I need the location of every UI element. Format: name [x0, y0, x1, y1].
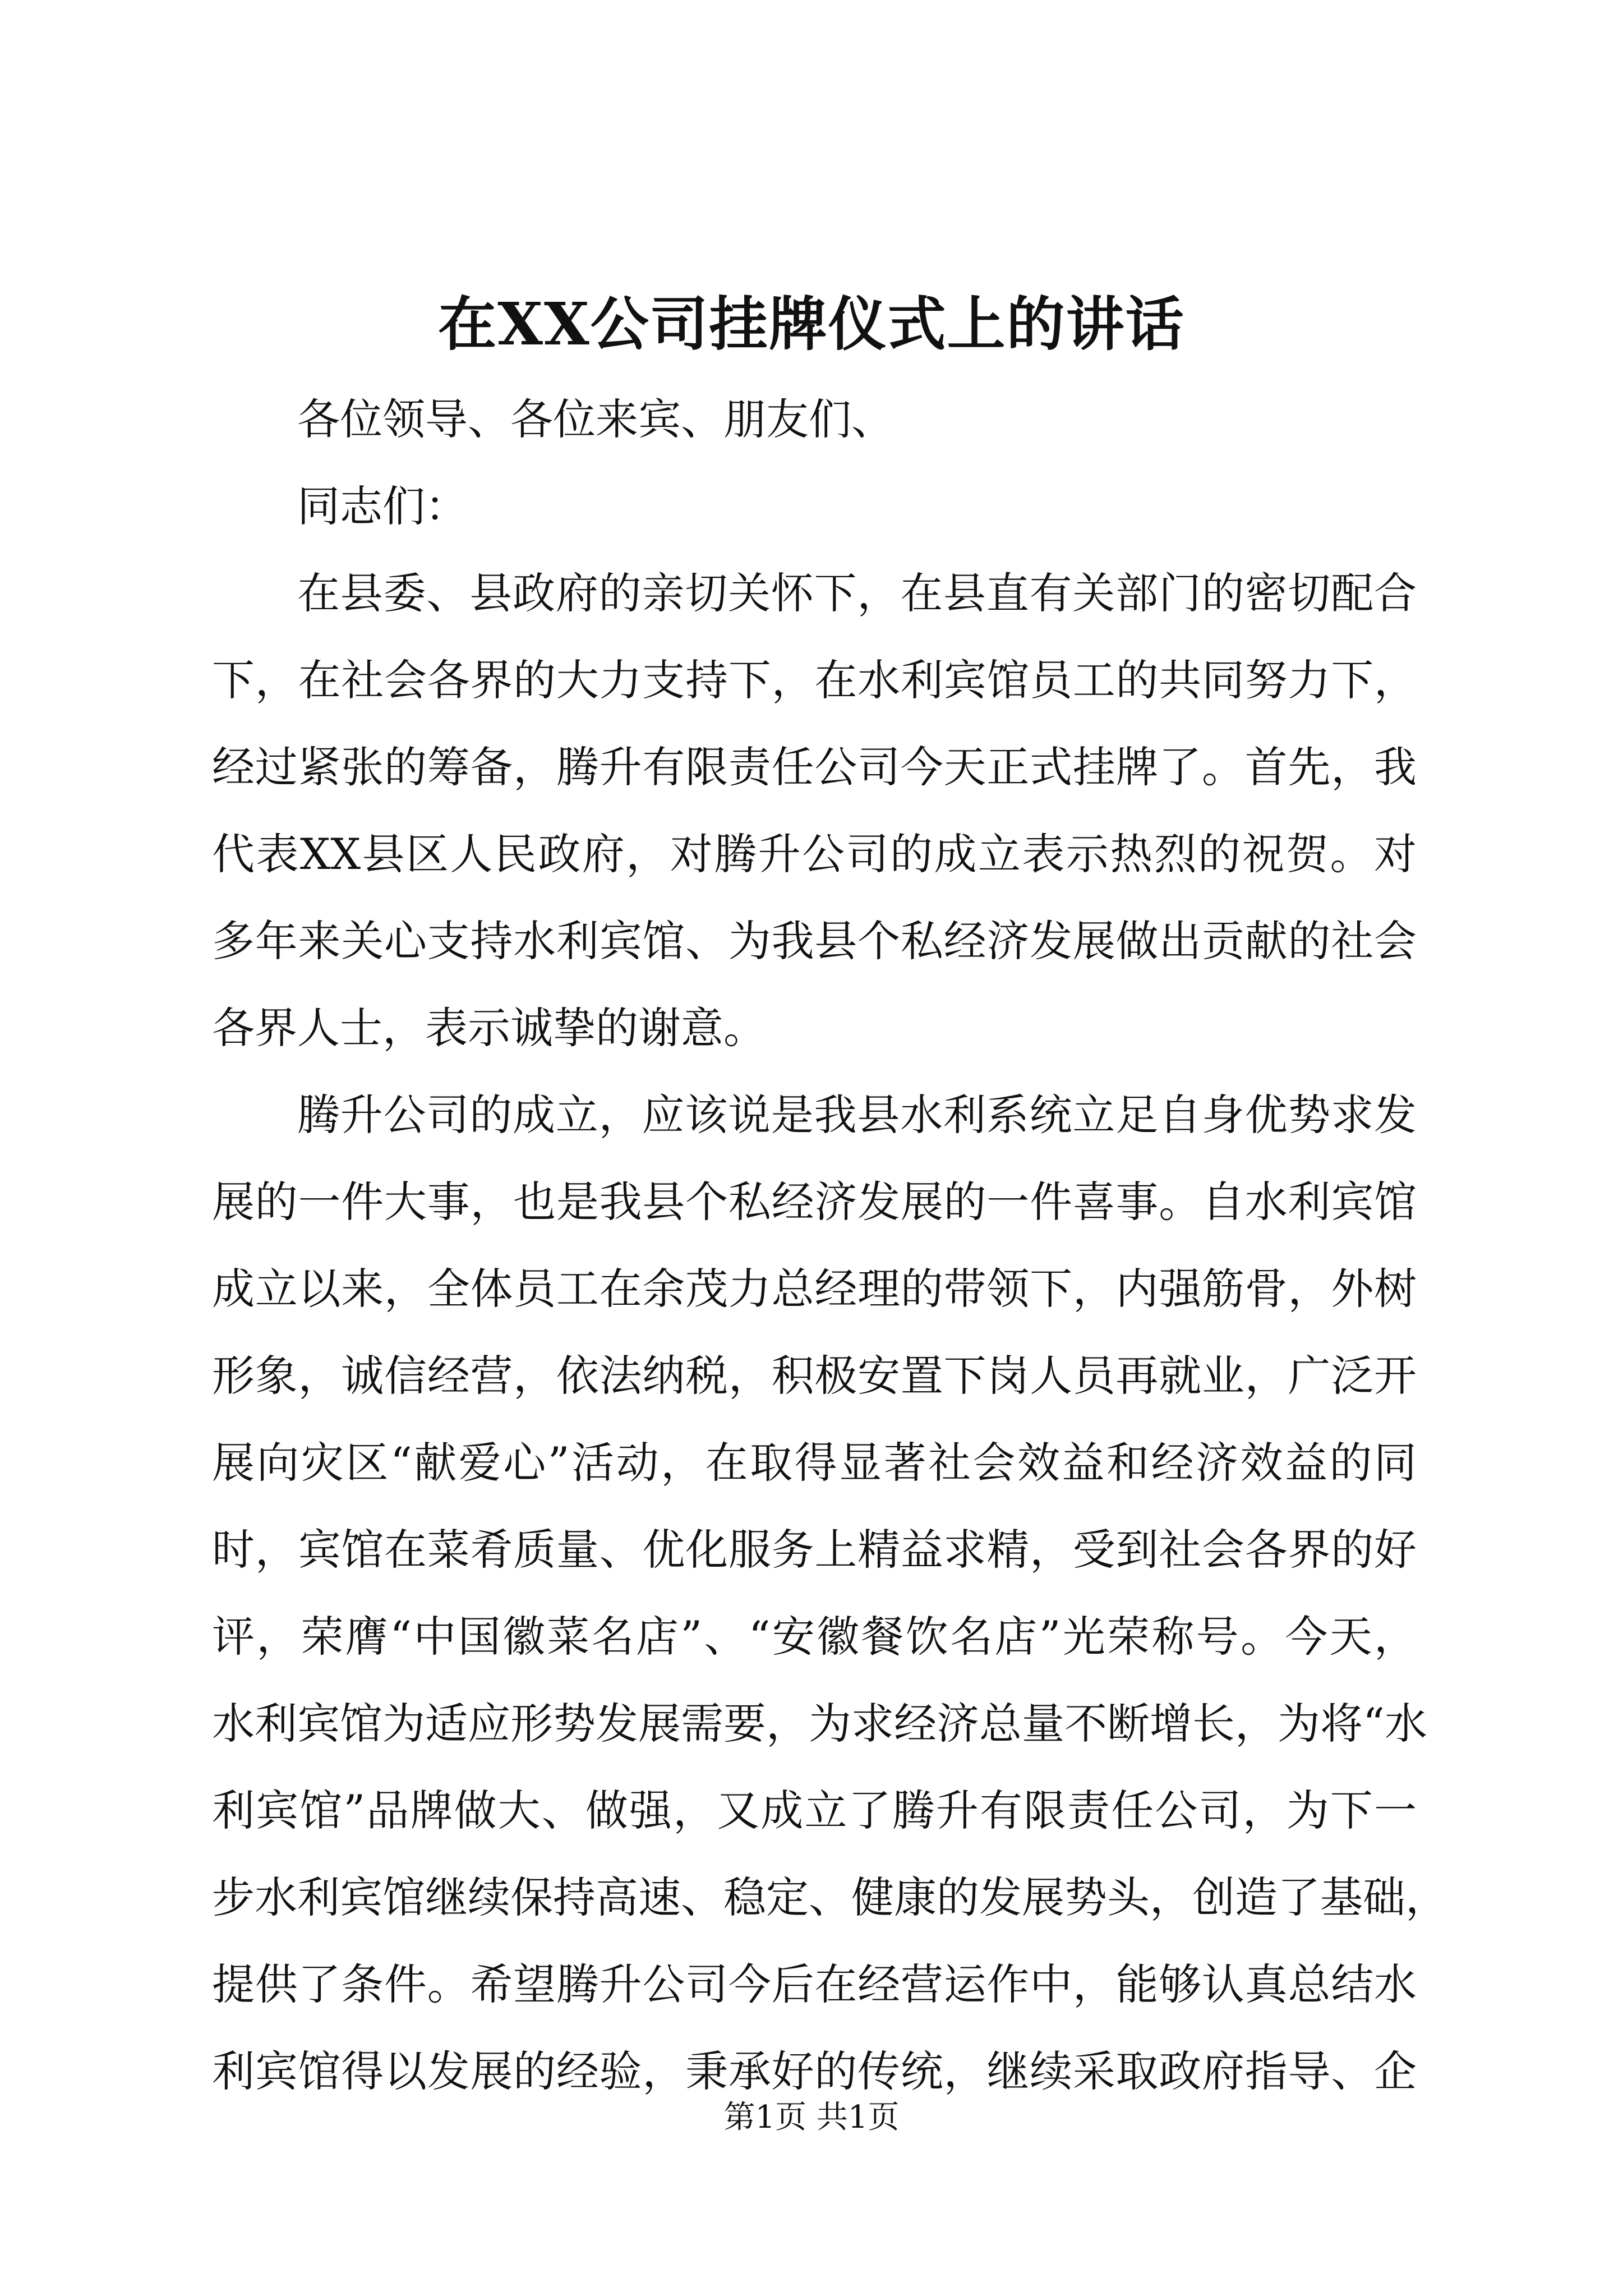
paragraph-line: 在县委、县政府的亲切关怀下，在县直有关部门的密切配合	[297, 568, 1417, 618]
paragraph-line: 时，宾馆在菜肴质量、优化服务上精益求精，受到社会各界的好	[212, 1525, 1417, 1575]
paragraph-line: 利宾馆得以发展的经验，秉承好的传统，继续采取政府指导、企	[212, 2046, 1417, 2096]
salutation-line: 各位领导、各位来宾、朋友们、	[297, 394, 894, 444]
paragraph-line: 经过紧张的筹备，腾升有限责任公司今天正式挂牌了。首先，我	[212, 742, 1417, 792]
paragraph-line: 步水利宾馆继续保持高速、稳定、健康的发展势头，创造了基础，	[212, 1872, 1448, 1922]
paragraph-line: 展的一件大事，也是我县个私经济发展的一件喜事。自水利宾馆	[212, 1177, 1417, 1227]
paragraph-line: 提供了条件。希望腾升公司今后在经营运作中，能够认真总结水	[212, 1959, 1417, 2009]
paragraph-line: 形象，诚信经营，依法纳税，积极安置下岗人员再就业，广泛开	[212, 1351, 1417, 1401]
paragraph-line: 利宾馆”品牌做大、做强，又成立了腾升有限责任公司，为下一	[212, 1786, 1417, 1835]
paragraph-line: 评，荣膺“中国徽菜名店”、“安徽餐饮名店”光荣称号。今天，	[212, 1612, 1417, 1662]
paragraph-line: 多年来关心支持水利宾馆、为我县个私经济发展做出贡献的社会	[212, 916, 1417, 966]
paragraph-line: 水利宾馆为适应形势发展需要，为求经济总量不断增长，为将“水	[212, 1699, 1427, 1749]
paragraph-line: 下，在社会各界的大力支持下，在水利宾馆员工的共同努力下，	[212, 655, 1417, 705]
paragraph-line: 代表XX县区人民政府，对腾升公司的成立表示热烈的祝贺。对	[212, 829, 1417, 879]
salutation-line: 同志们：	[297, 481, 468, 531]
paragraph-line: 成立以来，全体员工在余茂力总经理的带领下，内强筋骨，外树	[212, 1264, 1417, 1314]
page-number-footer: 第1页 共1页	[723, 2099, 900, 2136]
paragraph-line: 各界人士，表示诚挚的谢意。	[212, 1003, 766, 1053]
paragraph-line: 展向灾区“献爱心”活动，在取得显著社会效益和经济效益的同	[212, 1438, 1417, 1488]
paragraph-line: 腾升公司的成立，应该说是我县水利系统立足自身优势求发	[297, 1090, 1417, 1140]
document-title: 在XX公司挂牌仪式上的讲话	[438, 289, 1185, 358]
document-body	[212, 376, 1448, 2115]
